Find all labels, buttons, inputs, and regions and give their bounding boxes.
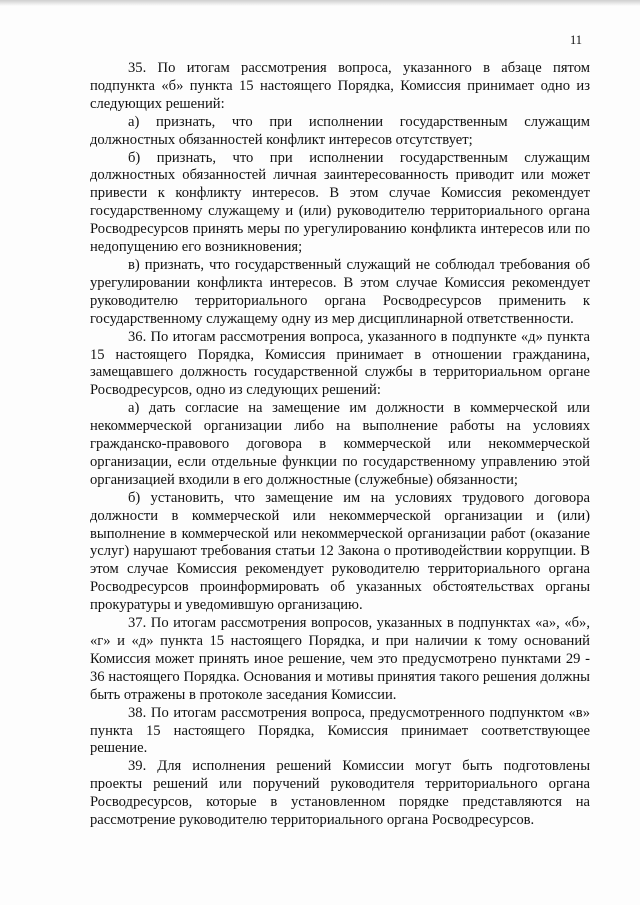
page-number: 11 — [569, 33, 582, 47]
paragraph-36: 36. По итогам рассмотрения вопроса, указанного в подпункте «д» пункта 15 настоящего Порядка, Комиссия принимает в отношении гражданина, замещавшего должность государственной службы в территориальном органе Росводресурсов, одно из следующих решений: — [90, 328, 590, 399]
paragraph-35: 35. По итогам рассмотрения вопроса, указанного в абзаце пятом подпункта «б» пункта 15 настоящего Порядка, Комиссия принимает одно из следующих решений: — [90, 60, 590, 112]
scan-top-edge — [0, 0, 640, 6]
paragraph-36b: б) установить, что замещение им на условиях трудового договора должности в коммерческой или некоммерческой организации и (или) выполнение в коммерческой или некоммерческой организации работ (оказание услуг) нарушают требования статьи 12 Закона о противодействии коррупции. В этом случае Комиссия рекомендует руководителю территориального органа Росводресурсов проинформировать об указанных обстоятельствах органы прокуратуры и уведомившую организацию. — [90, 489, 590, 614]
document-body — [90, 60, 590, 830]
paragraph-35b: б) признать, что при исполнении государственным служащим должностных обязанностей личная заинтересованность приводит или может привести к конфликту интересов. В этом случае Комиссия рекомендует государственному служащему и (или) руководителю территориального органа Росводресурсов принять меры по урегулированию конфликта интересов или по недопущению его возникновения; — [90, 149, 590, 256]
paragraph-36a: а) дать согласие на замещение им должности в коммерческой или некоммерческой организации либо на выполнение работы на условиях гражданско-правового договора в коммерческой или некоммерческой организации, если отдельные функции по государственному управлению этой организацией входили в его должностные (служебные) обязанности; — [90, 400, 590, 488]
paragraph-35a: а) признать, что при исполнении государственным служащим должностных обязанностей конфликт интересов отсутствует; — [90, 113, 590, 148]
paragraph-35v: в) признать, что государственный служащий не соблюдал требования об урегулировании конфликта интересов. В этом случае Комиссия рекомендует руководителю территориального органа Росводресурсов применить к государственному служащему одну из мер дисциплинарной ответственности. — [90, 256, 590, 327]
paragraph-37: 37. По итогам рассмотрения вопросов, указанных в подпунктах «а», «б», «г» и «д» пункта 15 настоящего Порядка, и при наличии к тому оснований Комиссия может принять иное решение, чем это предусмотрено пунктами 29 - 36 настоящего Порядка. Основания и мотивы принятия такого решения должны быть отражены в протоколе заседания Комиссии. — [90, 615, 590, 703]
paragraph-38: 38. По итогам рассмотрения вопроса, предусмотренного подпунктом «в» пункта 15 настоящего Порядка, Комиссия принимает соответствующее решение. — [90, 704, 590, 757]
paragraph-39: 39. Для исполнения решений Комиссии могут быть подготовлены проекты решений или поручений руководителя территориального органа Росводресурсов, которые в установленном порядке представляются на рассмотрение руководителю территориального органа Росводресурсов. — [90, 758, 590, 829]
